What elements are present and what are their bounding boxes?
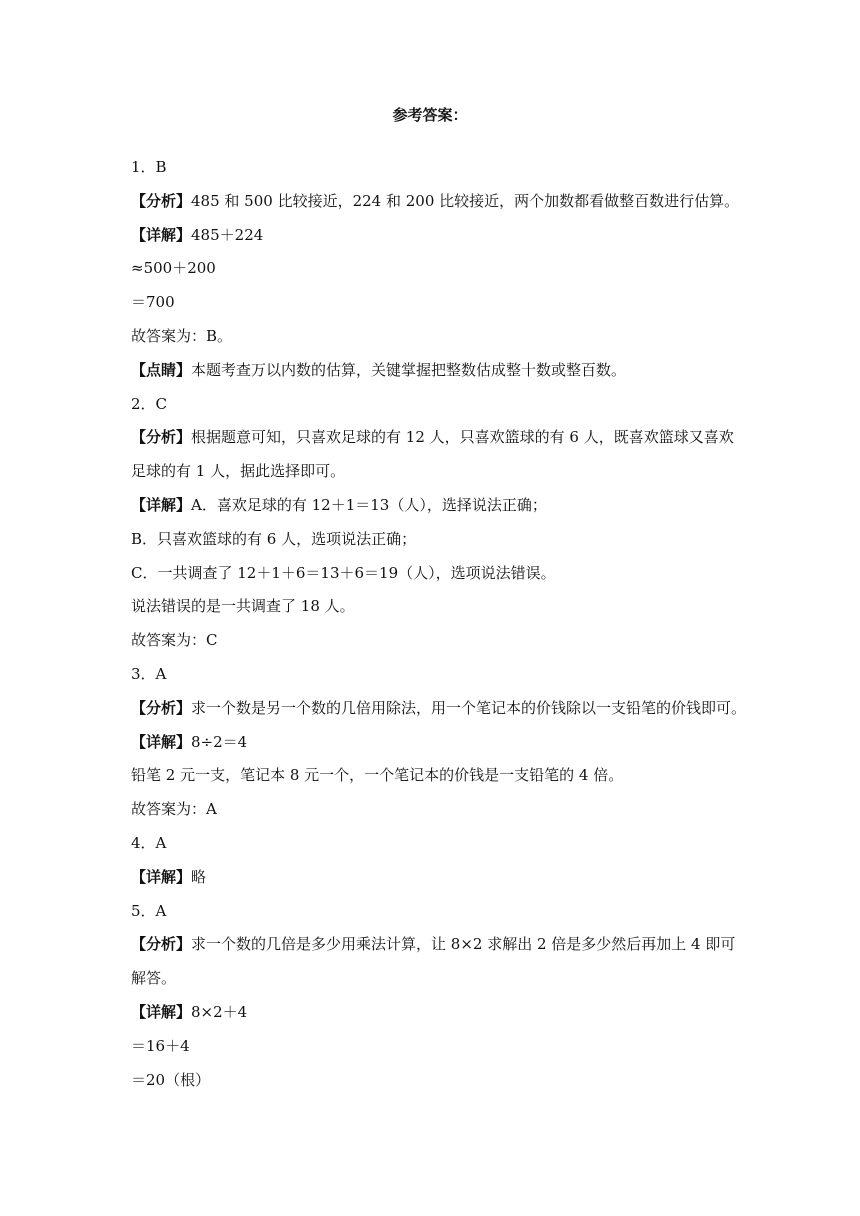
answer-line [131,799,731,819]
line-text: ≈500＋200 [131,259,216,278]
page-title: 参考答案： [392,106,468,124]
line-text: 2．C [131,394,168,413]
line-text: 4．A [131,834,167,852]
answer-line [131,1002,731,1022]
line-text: 故答案为：B。 [131,327,233,345]
line-text: 1．B [131,158,167,176]
line-text: C．一共调查了 12＋1＋6＝13＋6＝19（人），选项说法错误。 [131,563,556,582]
line-text: B．只喜欢篮球的有 6 人，选项说法正确； [131,529,417,548]
answer-line [131,1070,731,1090]
section-tag: 【分析】 [131,428,192,447]
line-text: ＝700 [131,293,175,312]
section-tag: 【详解】 [131,732,192,751]
answer-line [131,698,747,718]
section-tag: 【详解】 [131,1003,192,1021]
answer-line [131,596,731,616]
answer-line [131,191,740,211]
line-text: 本题考查万以内数的估算，关键掌握把整数估成整十数或整百数。 [191,360,627,379]
answer-line [131,326,731,346]
line-text: 求一个数的几倍是多少用乘法计算，让 8×2 求解出 2 倍是多少然后再加上 4 即可 [191,935,736,954]
section-tag: 【分析】 [131,935,192,954]
line-text: 485＋224 [191,225,264,244]
section-tag: 【分析】 [131,191,192,210]
answer-line [131,157,731,177]
line-text: 说法错误的是一共调查了 18 人。 [131,597,355,616]
line-text: 足球的有 1 人，据此选择即可。 [131,462,346,481]
line-text: 5．A [131,901,167,920]
line-text: 略 [191,867,207,886]
line-text: 铅笔 2 元一支，笔记本 8 元一个，一个笔记本的价钱是一支铅笔的 4 倍。 [131,766,624,785]
line-text: 故答案为：C [131,631,218,650]
answer-line [131,529,731,549]
line-text: 解答。 [131,969,177,988]
answer-line [131,563,731,583]
answer-line [131,292,731,312]
answer-line [131,664,731,684]
answer-line [131,630,731,650]
answer-line [131,495,731,515]
section-tag: 【详解】 [131,225,192,244]
answer-line [131,833,731,853]
section-tag: 【详解】 [131,496,192,514]
answer-line [131,427,734,447]
line-text: 根据题意可知，只喜欢足球的有 12 人，只喜欢篮球的有 6 人，既喜欢篮球又喜欢 [191,428,734,447]
answer-line [131,732,731,752]
answer-line [131,901,731,921]
answer-line [131,867,731,887]
section-tag: 【点睛】 [131,360,192,379]
answer-line [131,1036,731,1056]
answer-line [131,461,731,481]
line-text: ＝20（根） [131,1070,211,1089]
answer-line [131,394,731,414]
line-text: 求一个数是另一个数的几倍用除法，用一个笔记本的价钱除以一支铅笔的价钱即可。 [191,698,747,717]
answer-line [131,934,736,954]
line-text: 8×2＋4 [191,1003,248,1021]
answer-line [131,258,731,278]
section-tag: 【详解】 [131,867,192,886]
answer-line [131,968,731,988]
line-text: 8÷2＝4 [191,732,248,751]
section-tag: 【分析】 [131,698,192,717]
line-text: 故答案为：A [131,800,217,819]
line-text: ＝16＋4 [131,1036,190,1055]
line-text: A．喜欢足球的有 12＋1＝13（人），选择说法正确； [191,496,547,514]
answer-line [131,360,731,380]
answer-line [131,765,731,785]
answer-line [131,225,731,245]
line-text: 485 和 500 比较接近，224 和 200 比较接近，两个加数都看做整百数进行估算。 [191,191,740,210]
line-text: 3．A [131,665,167,683]
